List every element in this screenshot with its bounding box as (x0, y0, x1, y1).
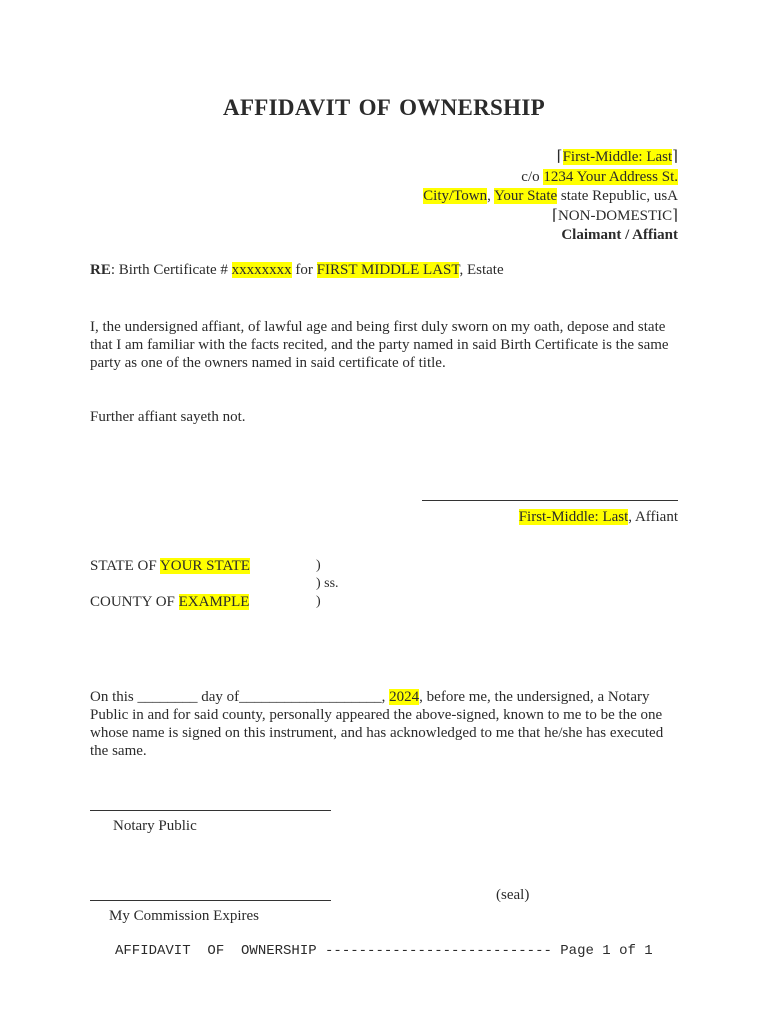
page-footer: AFFIDAVIT OF OWNERSHIP --------------------------- Page 1 of 1 (115, 943, 653, 959)
claimant-name-line (423, 148, 678, 168)
venue-state-value: YOUR STATE (159, 558, 250, 574)
re-text-2: for (291, 262, 317, 278)
claimant-state-suffix: state Republic, usA (557, 188, 678, 204)
notary-signature-line (90, 810, 331, 811)
notary-public-label: Notary Public (113, 818, 197, 834)
re-label: RE (90, 262, 111, 278)
venue-state (90, 558, 250, 575)
commission-expires-label: My Commission Expires (109, 908, 260, 924)
affiant-signature-line (422, 500, 678, 501)
estate-name: FIRST MIDDLE LAST (316, 262, 460, 278)
notary-acknowledgment (90, 688, 680, 760)
affiant-signature-caption (519, 509, 678, 526)
certificate-number: xxxxxxxx (231, 262, 292, 278)
affidavit-statement: I, the undersigned affiant, of lawful age and being first duly sworn on my oath, depose and state that I am familiar with the facts recited, and the party named in said Birth Certificate is the same party as one of the owners named in said certificate of title. (90, 319, 669, 371)
notary-text-before: On this ________ day of___________________, (90, 689, 390, 705)
commission-signature-line (90, 900, 331, 901)
venue-county-value: EXAMPLE (178, 594, 250, 610)
claimant-city-line (423, 187, 678, 207)
title-word-affidavit: AFFIDAVIT (223, 95, 351, 120)
bracket-close: ⌉ (672, 149, 678, 165)
re-text-3: , Estate (459, 262, 504, 278)
venue-state-label: STATE OF (90, 558, 160, 574)
affiant-suffix: , Affiant (628, 509, 678, 525)
further-affiant-text: Further affiant sayeth not. (90, 409, 246, 425)
notary-year: 2024 (389, 689, 420, 705)
claimant-state: Your State (494, 188, 558, 204)
title-word-ownership: OWNERSHIP (399, 95, 545, 120)
venue-paren-1: ) (316, 558, 321, 573)
claimant-city: City/Town (423, 188, 488, 204)
bracket-open: ⌈ (556, 149, 563, 165)
seal-label: (seal) (496, 887, 530, 903)
venue-paren-ss: ) ss. (316, 576, 339, 591)
affiant-name: First-Middle: Last (518, 509, 629, 525)
claimant-domicile: ⌈NON-DOMESTIC⌉ (552, 207, 678, 224)
claimant-name: First-Middle: Last (562, 149, 673, 165)
document-title (0, 95, 768, 121)
claimant-street-line (423, 168, 678, 188)
notary-text-after: , before me, the undersigned, a Notary Public in and for said county, personally appeared the above-signed, known to me to be the one whose name is signed on this instrument, and has acknowledged to me that he/she has executed the same. (90, 689, 664, 759)
venue-county (90, 594, 249, 611)
claimant-role: Claimant / Affiant (561, 227, 678, 243)
claimant-address-block (423, 148, 678, 246)
title-word-of: OF (358, 95, 392, 120)
re-line (90, 262, 504, 279)
venue-paren-3: ) (316, 594, 321, 609)
re-text-1: : Birth Certificate # (110, 262, 232, 278)
venue-county-label: COUNTY OF (90, 594, 179, 610)
claimant-street: 1234 Your Address St. (543, 168, 678, 185)
city-separator: , (487, 188, 495, 204)
care-of-label: c/o (521, 168, 544, 185)
